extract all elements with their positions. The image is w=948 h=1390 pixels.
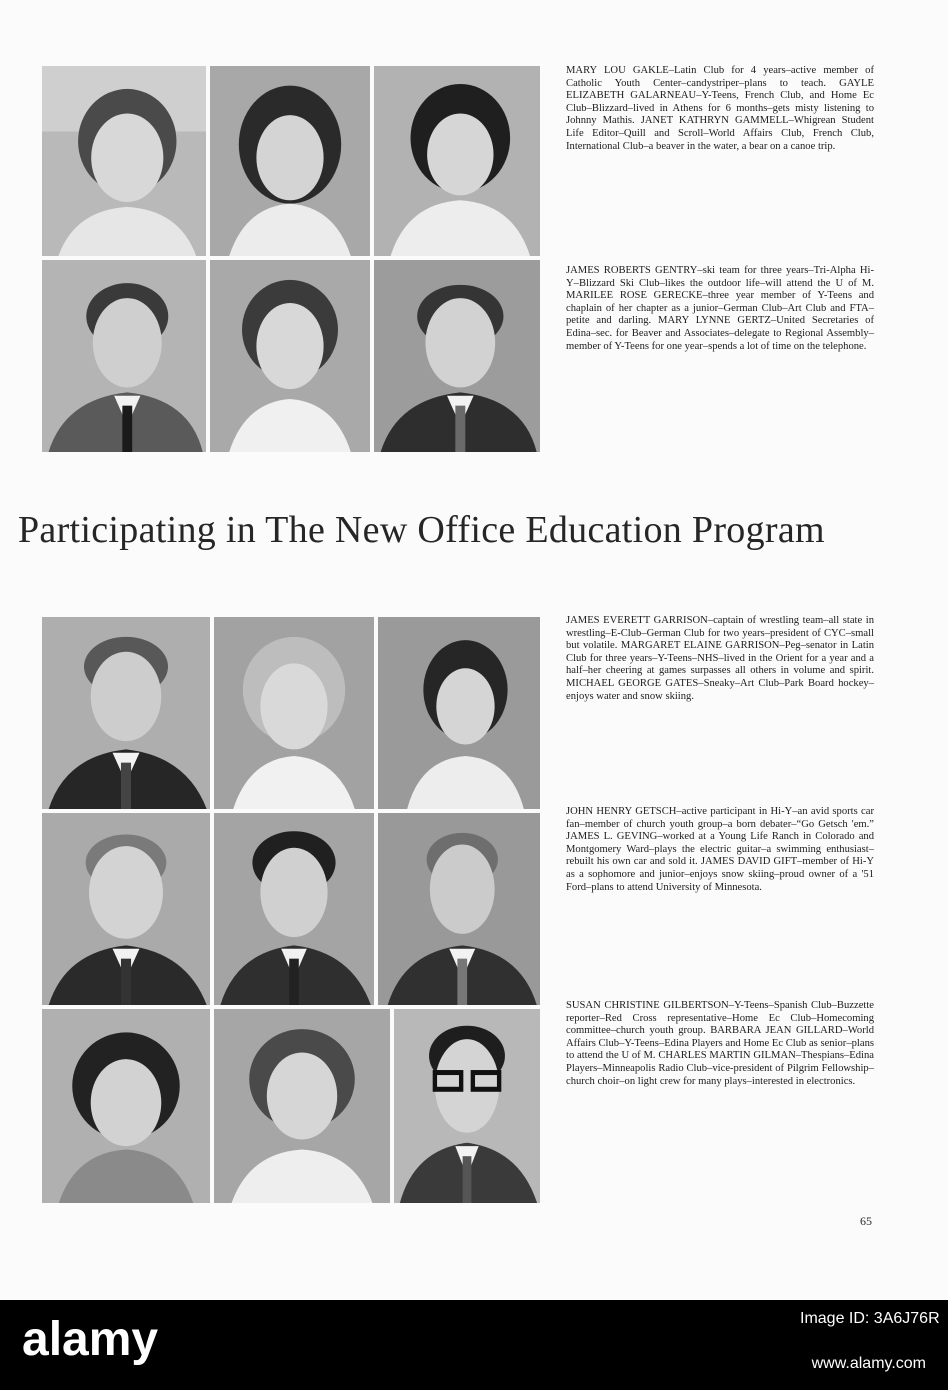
- page-heading: Participating in The New Office Education Program: [18, 509, 825, 551]
- student-bio-4: [566, 806, 874, 894]
- bio-text: MARY LOU GAKLE–Latin Club for 4 years–active member of Catholic Youth Center–candystriper–plans to teach. GAYLE ELIZABETH GALARNEAU–Y-Teens, French Club, and Home Ec Club–Blizzard–lived in Athens for 6 months–gets misty listening to Johnny Mathis. JANET KATHRYN GAMMELL–Whigrean Student Life Editor–Quill and Scroll–World Affairs Club, French Club, International Club–a beaver in the water, a bear on a canoe trip.: [566, 65, 874, 152]
- portrait-photo: [214, 1009, 390, 1203]
- image-id: Image ID: 3A6J76R: [800, 1310, 940, 1327]
- portrait-photo: [42, 66, 206, 256]
- portrait-photo: [42, 1009, 210, 1203]
- portrait-photo: [378, 813, 540, 1005]
- portrait-photo: [214, 617, 374, 809]
- stock-url: www.alamy.com: [811, 1355, 926, 1372]
- student-bio-3: [566, 615, 874, 703]
- portrait-photo: [42, 813, 210, 1005]
- page-number: 65: [860, 1214, 872, 1228]
- portrait-photo: [210, 260, 370, 452]
- student-bio-2: [566, 265, 874, 353]
- portrait-photo: [378, 617, 540, 809]
- portrait-photo: [374, 66, 540, 256]
- portrait-photo: [374, 260, 540, 452]
- portrait-photo: [42, 260, 206, 452]
- brand-logo-text: alamy: [22, 1313, 159, 1366]
- student-bio-1: [566, 65, 874, 153]
- portrait-photo: [210, 66, 370, 256]
- bio-text: JAMES EVERETT GARRISON–captain of wrestling team–all state in wrestling–E-Club–German Club for two years–president of CYC–small but volatile. MARGARET ELAINE GARRISON–Peg–senator in Latin Club for three years–Y-Teens–NHS–lived in the Orient for a year and a half–her cheering at games surpasses all others in volume and spirit. MICHAEL GEORGE GATES–Sneaky–Art Club–Park Board hockey–enjoys water and snow skiing.: [566, 615, 874, 702]
- portrait-photo: [42, 617, 210, 809]
- brand-logo: [22, 1311, 232, 1371]
- portrait-photo: [214, 813, 374, 1005]
- bio-text: JOHN HENRY GETSCH–active participant in Hi-Y–an avid sports car fan–member of church youth group–a born debater–“Go Getsch 'em.” JAMES L. GEVING–worked at a Young Life Ranch in Colorado and Montgomery Ward–plays the electric guitar–a swimming enthusiast–rebuilt his own car and sold it. JAMES DAVID GIFT–member of Hi-Y as a sophomore and junior–enjoys snow skiing–proud owner of a '51 Ford–plans to attend University of Minnesota.: [566, 806, 874, 893]
- portrait-photo: [394, 1009, 540, 1203]
- bio-text: SUSAN CHRISTINE GILBERTSON–Y-Teens–Spanish Club–Buzzette reporter–Red Cross representative–Home Ec Club–Homecoming committee–church youth group. BARBARA JEAN GILLARD–World Affairs Club–Y-Teens–Edina Players and Home Ec Club as senior–plans to attend the U of M. CHARLES MARTIN GILMAN–Thespians–Edina Players–Minneapolis Radio Club–vice-president of Pilgrim Fellowship–church choir–on light crew for many plays–interested in electronics.: [566, 1000, 874, 1087]
- student-bio-5: [566, 1000, 874, 1088]
- bio-text: JAMES ROBERTS GENTRY–ski team for three years–Tri-Alpha Hi-Y–Blizzard Ski Club–likes the outdoor life–will attend the U of M. MARILEE ROSE GERECKE–three year member of Y-Teens and chaplain of her chapter as a junior–German Club–Art Club and FTA–petite and darling. MARY LYNNE GERTZ–United Secretaries of Edina–sec. for Beaver and Associates–delegate to Regional Assembly–member of Y-Teens for one year–spends a lot of time on the telephone.: [566, 265, 874, 352]
